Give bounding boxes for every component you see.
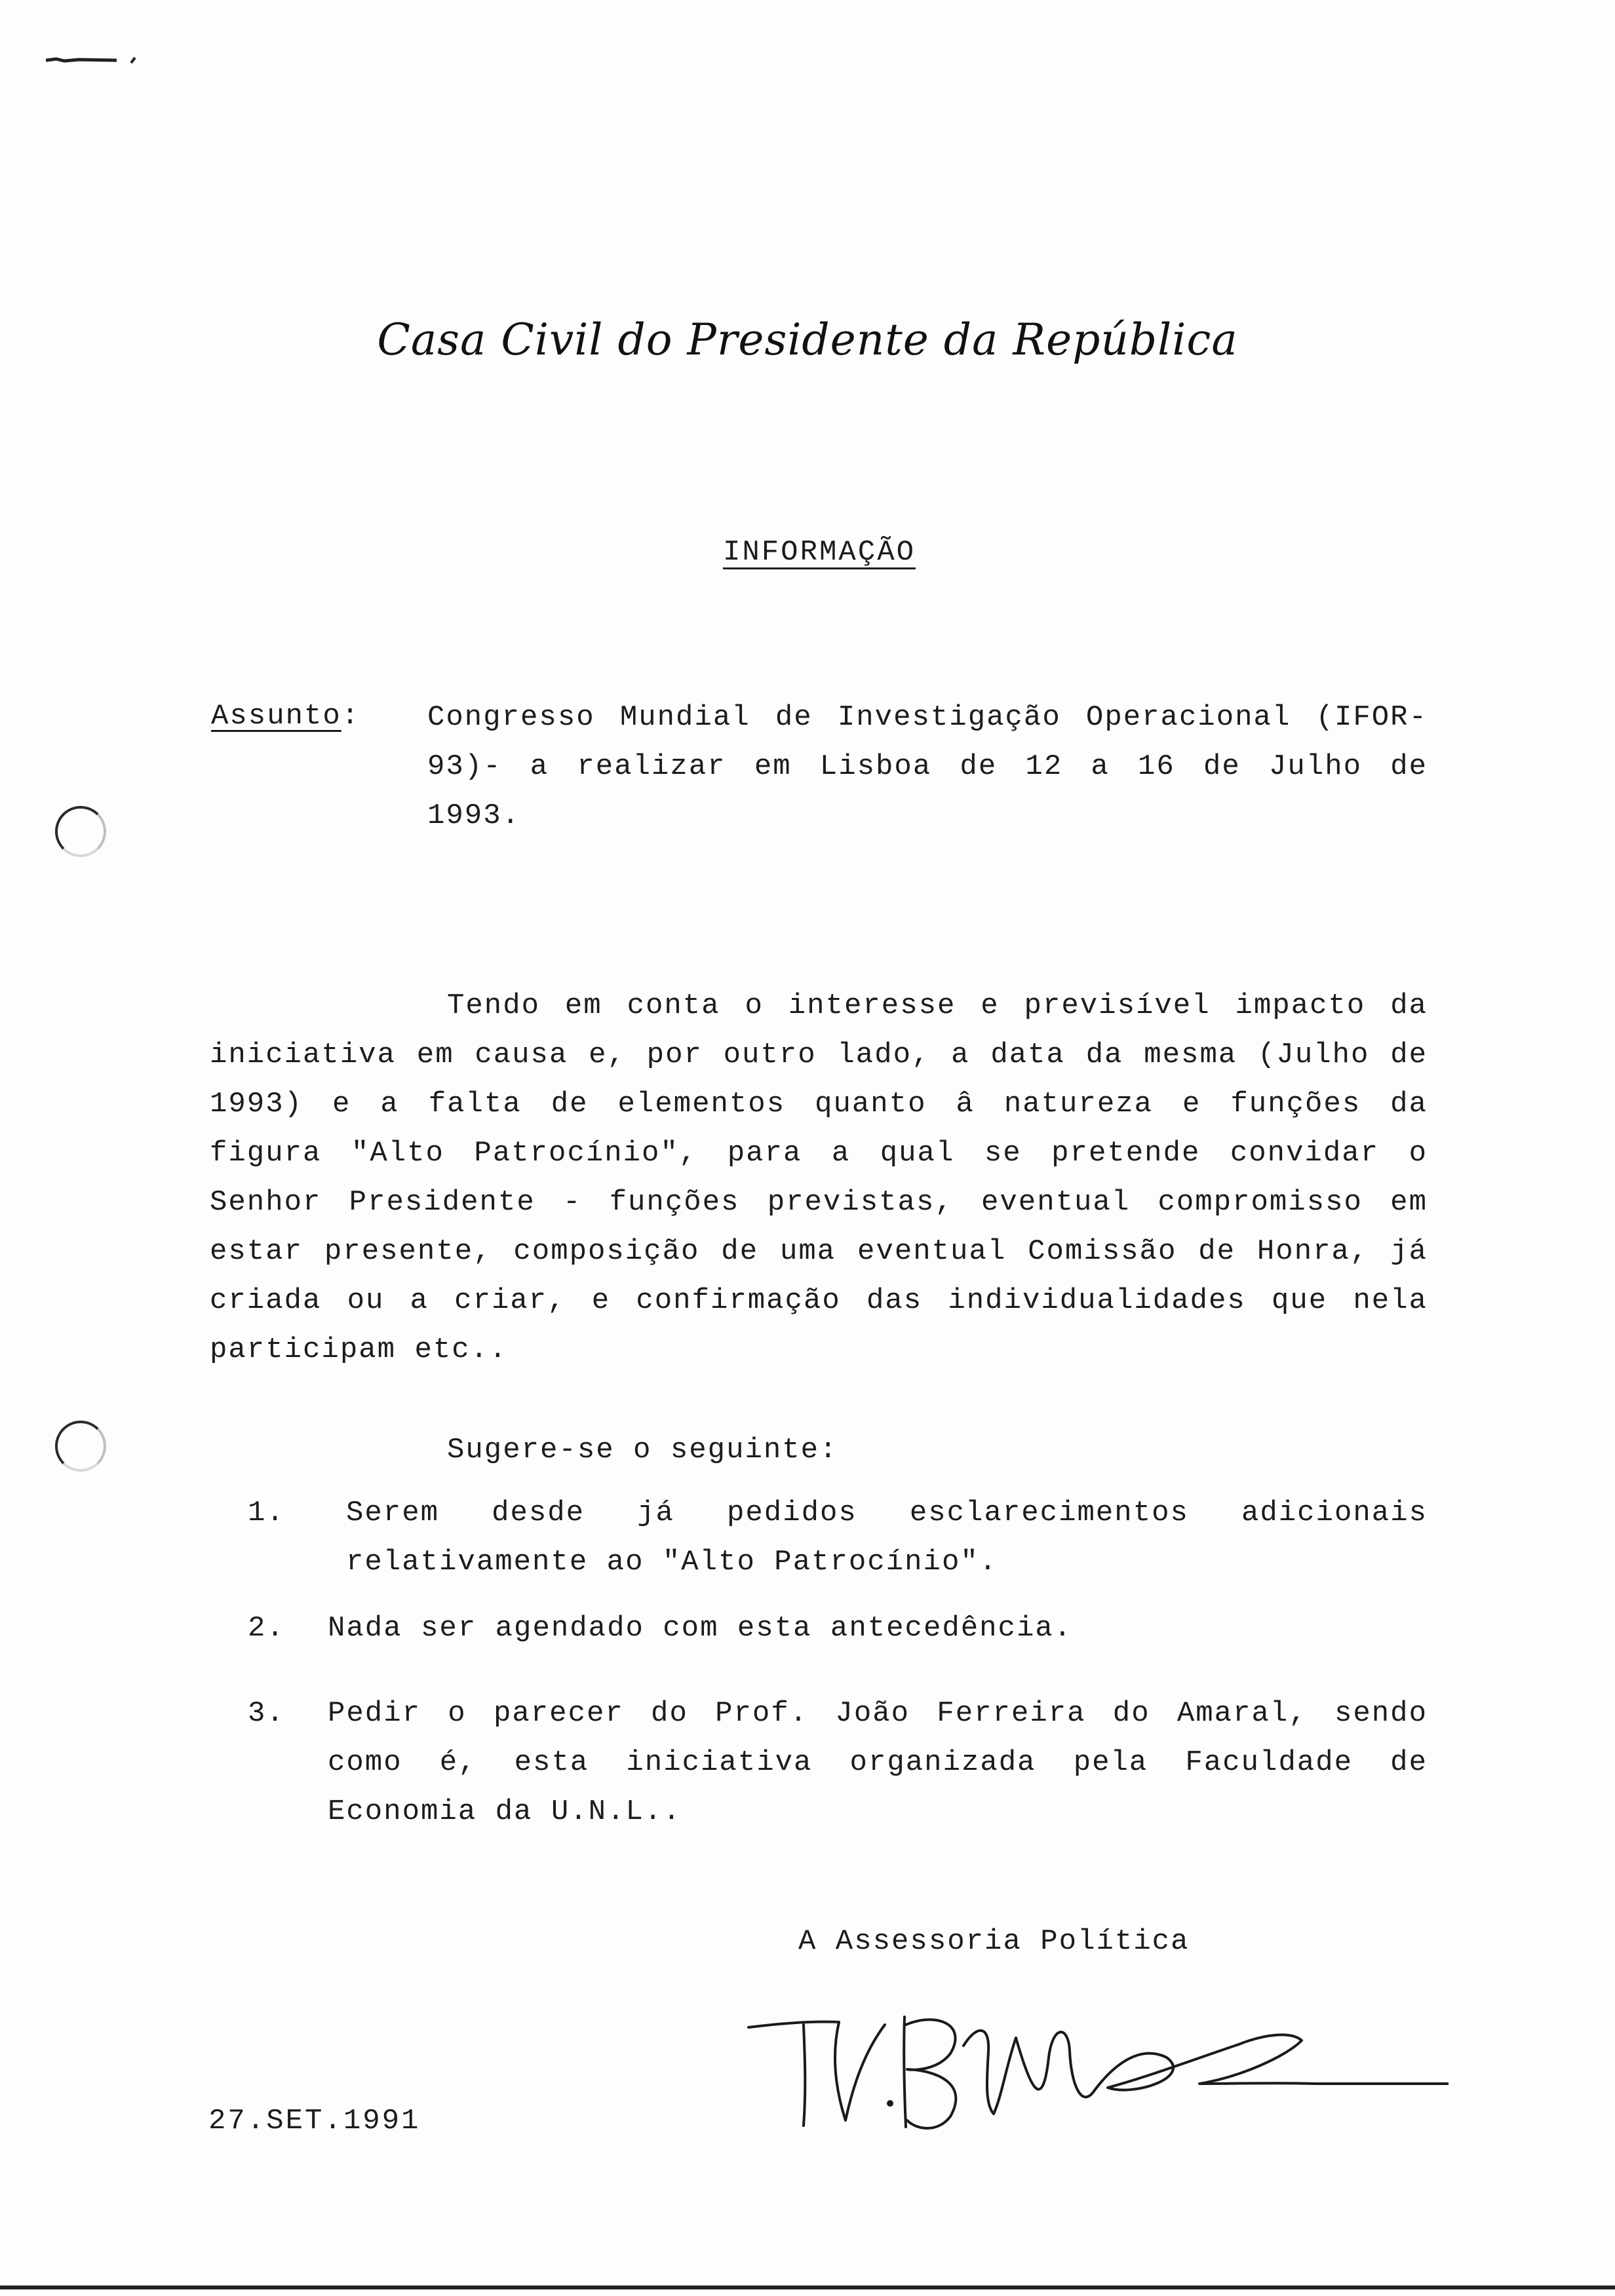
subject-label <box>211 700 360 733</box>
subject-label-colon: : <box>341 700 360 733</box>
list-item-number: 2. <box>248 1612 285 1645</box>
subject-label-text: Assunto <box>211 700 341 733</box>
list-item-text: Nada ser agendado com esta antecedência. <box>328 1612 1073 1645</box>
letterhead: Casa Civil do Presidente da República <box>377 315 1238 365</box>
signatory-office: A Assessoria Política <box>798 1925 1190 1958</box>
suggestions-intro: Sugere-se o seguinte: <box>447 1434 838 1466</box>
page-bottom-edge <box>0 2286 1615 2289</box>
document-title: INFORMAÇÃO <box>722 536 916 569</box>
list-item-number: 3. <box>248 1697 285 1730</box>
body-paragraph: Tendo em conta o interesse e previsível impacto da iniciativa em causa e, por outro lado, a data da mesma (Julho de 1993) e a falta de elementos quanto â natureza e funções da figura "Alto Patrocínio", para a qual se pretende convidar o Senhor Presidente - funções previstas, eventual compromisso em estar presente, composição de uma eventual Comissão de Honra, já criada ou a criar, e confirmação das individualidades que nela participam etc.. <box>210 989 1428 1366</box>
corner-ink-mark <box>45 55 146 64</box>
punch-hole <box>55 806 106 857</box>
list-item-number: 1. <box>248 1497 285 1529</box>
list-item-text: Serem desde já pedidos esclarecimentos adicionais relativamente ao "Alto Patrocínio". <box>346 1497 1428 1578</box>
list-item-text: Pedir o parecer do Prof. João Ferreira do Amaral, sendo como é, esta iniciativa organizada pela Faculdade de Economia da U.N.L.. <box>328 1697 1428 1828</box>
document-date: 27.SET.1991 <box>208 2105 421 2137</box>
punch-hole <box>55 1421 106 1472</box>
handwritten-signature <box>741 1985 1449 2143</box>
subject-text: Congresso Mundial de Investigação Operacional (IFOR-93)- a realizar em Lisboa de 12 a 16 de Julho de 1993. <box>427 701 1428 832</box>
